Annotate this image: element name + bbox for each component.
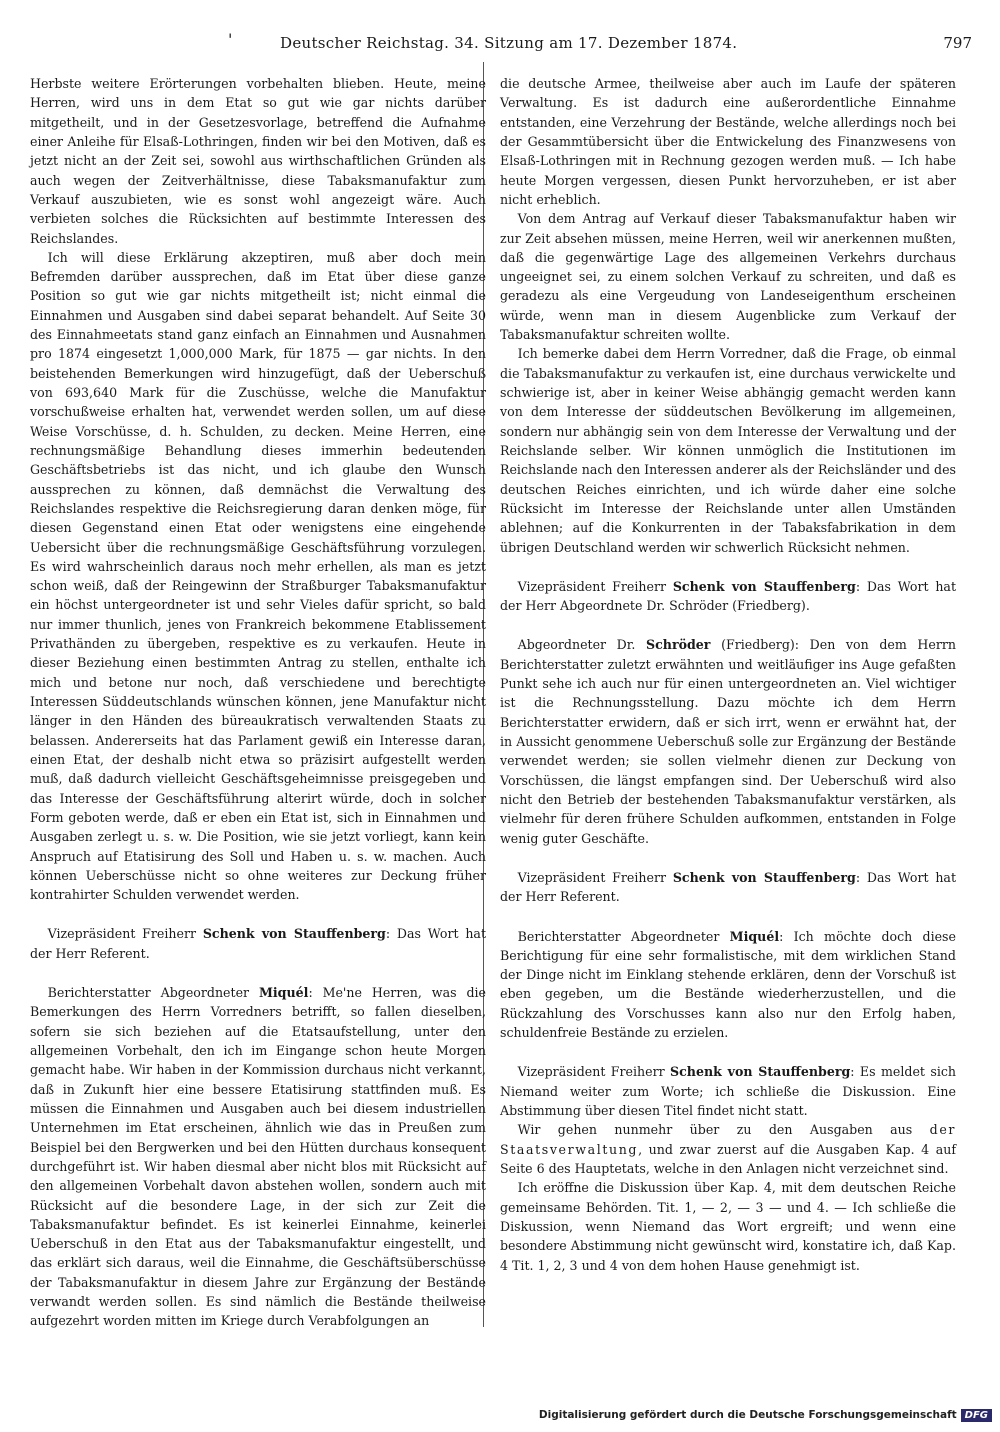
text-run: , und zwar zuerst auf die Ausgaben Kap. 4 auf Seite 6 des Hauptetats, welche in den Anlagen nicht verzeichnet sind.	[500, 1141, 956, 1176]
text-run: : Das Wort hat der Herr Referent.	[30, 926, 487, 961]
header-mark: '	[228, 30, 233, 49]
funding-note: Digitalisierung gefördert durch die Deutsche Forschungsgemeinschaft	[538, 1409, 957, 1421]
text-paragraph	[500, 74, 956, 209]
text-paragraph	[500, 209, 956, 344]
speaker-paragraph	[30, 983, 486, 1331]
text-run: Ich will diese Erklärung akzeptiren, muß aber doch mein Befremden darüber aussprechen, daß im Etat über diese ganze Position so gut wie gar nichts mitgetheilt ist; nicht einmal die Einnahmen und Ausgaben sind dabei separat behandelt. Auf Seite 30 des Einnahmeetats stand ganz einfach an Einnahmen und Ausnahmen pro 1874 eingesetzt 1,000,000 Mark, für 1875 — gar nichts. In den beistehenden Bemerkungen wird hinzugefügt, daß der Ueberschuß von 693,640 Mark für die Zuschüsse, welche die Manufaktur vorschußweise erhalten hat, verwendet werden sollen, um auf diese Weise Vorschüsse, d. h. Schulden, zu decken. Meine Herren, eine rechnungsmäßige Behandlung dieses immerhin bedeutenden Geschäftsbetriebs ist das nicht, und ich glaube den Wunsch aussprechen zu können, daß demnächst die Verwaltung des Reichslandes respektive die Reichsregierung daran denken möge, für diesen Gegenstand einen Etat oder wenigstens eine eingehende Uebersicht über die rechnungsmäßige Geschäftsführung vorzulegen. Es wird wahrscheinlich daraus noch mehr erhellen, als man es jetzt schon weiß, daß der Reingewinn der Straßburger Tabaksmanufaktur ein höchst untergeordneter ist und sehr Vieles dafür spricht, so bald nur immer thunlich, jenes von Frankreich bekommene Etablissement Privathänden zu übergeben, respektive es zu verkaufen. Heute in dieser Beziehung einen bestimmten Antrag zu stellen, enthalte ich mich und betone nur noch, daß verschiedene und berechtigte Interessen Süddeutschlands wünschen können, jene Manufaktur nicht länger in den Händen des büreaukratisch verwaltenden Staats zu belassen. Andererseits hat das Parlament gewiß ein Interesse daran, einen Etat, der deshalb nicht etwa so präzisirt aufgestellt werden muß, daß dadurch vielleicht Geschäftsgeheimnisse preisgegeben und das Interesse der Geschäftsführung alterirt würde, doch in solcher Form geboten werde, daß er eben ein Etat ist, sich in Einnahmen und Ausgaben zerlegt u. s. w. Die Position, wie sie jetzt vorliegt, kann kein Anspruch auf Etatisirung des Soll und Haben u. s. w. machen. Auch können Ueberschüsse nicht so ohne weiteres zur Deckung früher kontrahirter Schulden verwendet werden.	[30, 249, 486, 903]
text-run: Wir gehen nunmehr über zu den Ausgaben aus	[517, 1122, 930, 1138]
text-run: : Es meldet sich Niemand weiter zum Worte; ich schließe die Diskussion. Eine Abstimmung über diesen Titel findet nicht statt.	[500, 1064, 957, 1118]
speaker-name: Schröder	[646, 637, 711, 653]
emphasized-text: der Staatsverwaltung	[500, 1122, 956, 1157]
text-run: Berichterstatter Abgeordneter	[47, 985, 259, 1001]
page-number: 797	[943, 34, 972, 52]
page-header	[30, 30, 972, 56]
running-title: Deutscher Reichstag. 34. Sitzung am 17. Dezember 1874.	[280, 34, 738, 52]
text-run: : Me'ne Herren, was die Bemerkungen des Herrn Vorredners betrifft, so fallen dieselben, sofern sie sich beziehen auf die Etatsaufstellung, unter den allgemeinen Vorbehalt, den ich im Eingange schon heute Morgen gemacht habe. Wir haben in der Kommission durchaus nicht verkannt, daß in Zukunft hier eine bessere Etatisirung stattfinden muß. Es müssen die Einnahmen und Ausgaben auch bei diesem industriellen Unternehmen im Etat erscheinen, ähnlich wie das in Preußen zum Beispiel bei den Bergwerken und bei den Hütten durchaus konsequent durchgeführt ist. Wir haben diesmal aber nicht blos mit Rücksicht auf den allgemeinen Vorbehalt davon abstehen wollen, sondern auch mit Rücksicht auf die besondere Lage, in der sich zur Zeit die Tabaksmanufaktur befindet. Es ist keinerlei Einnahme, keinerlei Ueberschuß in den Etat aus der Tabaksmanufaktur eingestellt, und das erklärt sich daraus, weil die Einnahme, die Geschäftsüberschüsse der Tabaksmanufaktur in diesem Jahre zur Ergänzung der Bestände verwandt werden sollen. Es sind nämlich die Bestände theilweise aufgezehrt worden mitten im Kriege durch Verabfolgungen an	[30, 985, 486, 1329]
text-run: : Das Wort hat der Herr Referent.	[500, 869, 957, 905]
text-paragraph	[500, 1120, 956, 1178]
speaker-paragraph	[500, 577, 956, 616]
text-run: Ich bemerke dabei dem Herrn Vorredner, daß die Frage, ob einmal die Tabaksmanufaktur zu verkaufen ist, eine durchaus verwickelte und schwierige ist, aber in keiner Weise abhängig gemacht werden kann von dem Interesse der süddeutschen Bevölkerung im allgemeinen, sondern nur abhängig sein von dem Interesse der Verwaltung und der Reichslande selber. Wir können unmöglich die Institutionen im Reichslande nach den Interessen anderer als der Reichsländer und des deutschen Reiches einrichten, und ich würde daher eine solche Rücksicht im Interesse der Reichslande unter allen Umständen ablehnen; auf die Konkurrenten in der Tabaksfabrikation in dem übrigen Deutschland werden wir schwerlich Rücksicht nehmen.	[500, 346, 956, 555]
speaker-name: Schenk von Stauffenberg	[202, 926, 386, 942]
speaker-name: Schenk von Stauffenberg	[672, 869, 856, 885]
text-run: : Ich möchte doch diese Berichtigung für eine sehr formalistische, mit dem wirklichen Stand der Dinge nicht im Einklang stehende erklären, denn der Vorschuß ist eben gegeben, um die Bestände wiederherzustellen, und die Rückzahlung des Vorschusses kann also nur den Erfolg haben, schuldenfreie Bestände zu erzielen.	[500, 928, 956, 1041]
text-paragraph	[500, 1178, 956, 1275]
text-run: Vizepräsident Freiherr	[517, 578, 673, 594]
text-run: Abgeordneter Dr.	[517, 637, 647, 653]
text-paragraph	[30, 248, 486, 905]
speaker-name: Schenk von Stauffenberg	[672, 578, 856, 594]
text-run: Vizepräsident Freiherr	[517, 869, 673, 885]
footer-credit	[539, 1406, 992, 1424]
text-run: Von dem Antrag auf Verkauf dieser Tabaksmanufaktur haben wir zur Zeit absehen müssen, meine Herren, weil wir anerkennen mußten, daß die gegenwärtige Lage des allgemeinen Verkehrs durchaus ungeeignet sei, zu einem solchen Verkauf zu schreiten, und daß es geradezu als eine Vergeudung von Landeseigenthum erscheinen würde, wenn man in diesem Augenblicke zum Verkauf der Tabaksmanufaktur schreiten wollte.	[500, 211, 956, 343]
text-run: Ich eröffne die Diskussion über Kap. 4, mit dem deutschen Reiche gemeinsame Behörden. Tit. 1, — 2, — 3 — und 4. — Ich schließe die Diskussion, wenn Niemand das Wort ergreift; und wenn eine besondere Abstimmung nicht gewünscht wird, konstatire ich, daß Kap. 4 Tit. 1, 2, 3 und 4 von dem hohen Hause genehmigt ist.	[500, 1180, 956, 1273]
text-run: Vizepräsident Freiherr	[47, 926, 203, 942]
speaker-name: Miquél	[729, 928, 780, 944]
dfg-logo: DFG	[961, 1409, 992, 1422]
speaker-name: Miquél	[258, 985, 309, 1001]
right-column	[500, 74, 956, 1275]
speaker-paragraph	[30, 924, 486, 963]
speaker-paragraph	[500, 1062, 956, 1120]
left-column	[30, 74, 486, 1331]
speaker-paragraph	[500, 635, 956, 847]
text-run: : Das Wort hat der Herr Abgeordnete Dr. Schröder (Friedberg).	[500, 578, 957, 614]
text-run: Berichterstatter Abgeordneter	[517, 928, 730, 944]
text-paragraph	[30, 74, 486, 248]
text-paragraph	[500, 344, 956, 556]
text-run: die deutsche Armee, theilweise aber auch im Laufe der späteren Verwaltung. Es ist dadurch eine außerordentliche Einnahme entstanden, eine Verzehrung der Bestände, welche allerdings noch bei der Gesammtübersicht über die Entwickelung des Finanzwesens von Elsaß-Lothringen mit in Rechnung gezogen werden muß. — Ich habe heute Morgen vergessen, diesen Punkt hervorzuheben, er ist aber nicht erheblich.	[500, 76, 956, 207]
speaker-paragraph	[500, 927, 956, 1043]
text-run: Vizepräsident Freiherr	[517, 1064, 671, 1080]
speaker-name: Schenk von Stauffenberg	[670, 1064, 851, 1080]
text-run: (Friedberg): Den von dem Herrn Berichterstatter zuletzt erwähnten und weitläufiger ins Auge gefaßten Punkt sehe ich auch nur für einen untergeordneten an. Viel wichtiger ist die Rechnungsstellung. Dazu möchte ich dem Herrn Berichterstatter erwidern, daß er sich irrt, wenn er erwähnt hat, der in Aussicht genommene Ueberschuß solle zur Ergänzung der Bestände verwendet werden; sie sollen vielmehr dienen zur Deckung von Vorschüssen, die längst empfangen sind. Der Ueberschuß wird also nicht den Betrieb der bestehenden Tabaksmanufaktur verstärken, als vielmehr für deren frühere Schulden aufkommen, entstanden in Folge wenig guter Geschäfte.	[500, 637, 956, 846]
text-run: Herbste weitere Erörterungen vorbehalten blieben. Heute, meine Herren, wird uns in dem Etat so gut wie gar nichts darüber mitgetheilt, und in der Gesetzesvorlage, betreffend die Aufnahme einer Anleihe für Elsaß-Lothringen, finden wir bei den Motiven, daß es jetzt nicht an der Zeit sei, sowohl aus wirthschaftlichen Gründen als auch wegen der Zeitverhältnisse, diese Tabaksmanufaktur zum Verkauf auszubieten, wie es sonst wohl angezeigt wäre. Auch verbieten solches die Rücksichten auf bestimmte Interessen des Reichslandes.	[30, 76, 486, 246]
speaker-paragraph	[500, 868, 956, 907]
